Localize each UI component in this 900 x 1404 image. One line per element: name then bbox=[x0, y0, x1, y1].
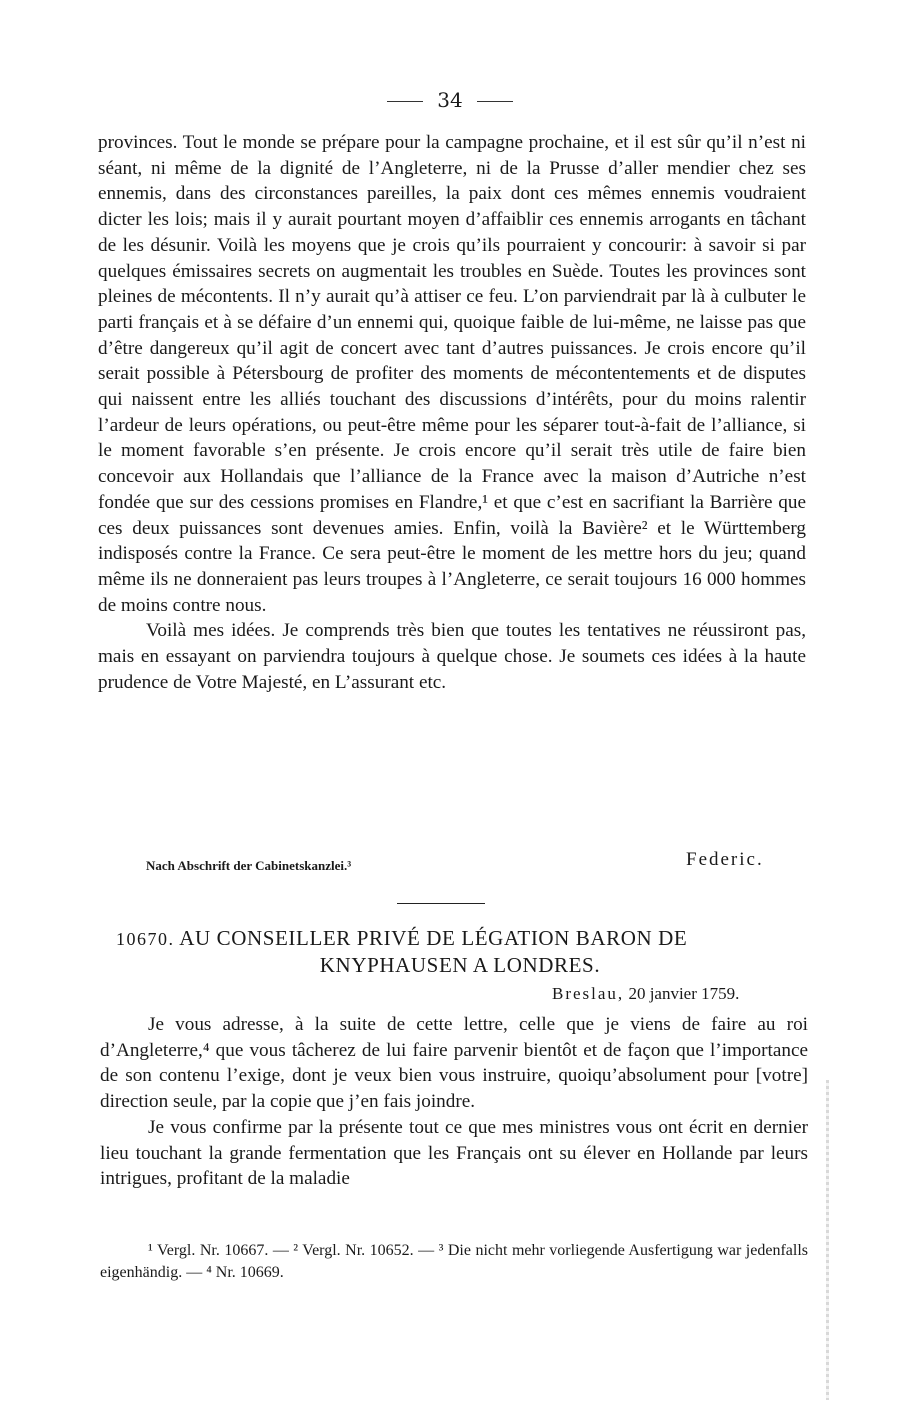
document-heading-line1: AU CONSEILLER PRIVÉ DE LÉGATION BARON DE bbox=[179, 926, 688, 950]
document-body bbox=[100, 1012, 808, 1192]
page-number bbox=[0, 88, 900, 112]
letter-continuation bbox=[98, 130, 806, 695]
section-separator bbox=[397, 903, 485, 904]
dateline-place: Breslau, bbox=[552, 984, 625, 1003]
dateline-date: 20 janvier 1759. bbox=[628, 984, 740, 1003]
document-paragraph-1: Je vous adresse, à la suite de cette lettre, celle que je viens de faire au roi d’Angleterre,⁴ que vous tâcherez de lui faire parvenir bientôt et de façon que l’importance de son contenu l’exige, dont je veux bien vous instruire, quoiqu’absolument pour [votre] direction seule, par la copie que j’en fais joindre. bbox=[100, 1014, 808, 1113]
document-heading bbox=[116, 925, 804, 978]
dateline bbox=[552, 984, 739, 1004]
document-heading-line2: KNYPHAUSEN A LONDRES. bbox=[319, 953, 601, 977]
letter-paragraph-2: Voilà mes idées. Je comprends très bien que toutes les tentatives ne réussiront pas, mais en essayant on parviendra toujours à quelque chose. Je soumets ces idées à la haute prudence de Votre Majesté, en L’assurant etc. bbox=[98, 620, 806, 693]
page-number-dash-right bbox=[477, 101, 513, 102]
page-number-dash-left bbox=[387, 101, 423, 102]
page-number-text: 34 bbox=[437, 88, 463, 112]
document-number: 10670. bbox=[116, 929, 175, 949]
letter-paragraph-1: provinces. Tout le monde se prépare pour la campagne prochaine, et il est sûr qu’il n’est ni séant, ni même de la dignité de l’Angleterre, ni de la Prusse d’aller mendier chez ses ennemis, dans des circonstances pareilles, la paix dont ces mêmes ennemis voudraient dicter les lois; mais il y aurait pourtant moyen d’affaiblir ces ennemis arrogants en tâchant de les désunir. Voilà les moyens que je crois qu’ils pourraient y concourir: à savoir si par quelques émissaires secrets on augmentait les troubles en Suède. Toutes les provinces sont pleines de mécontents. Il n’y aurait qu’à attiser ce feu. L’on parviendrait par là à culbuter le parti français et à se défaire d’un ennemi qui, quoique faible de lui-même, ne laisse pas que d’être dangereux qu’il agit de concert avec tant d’autres puissances. Je crois encore qu’il serait possible à Pétersbourg de profiter des moments de mécontentements et de disputes qui naissent entre les alliés touchant des discussions d’intérêts, pour du moins ralentir l’ardeur de leurs opérations, ou peut-être même pour les séparer tout-à-fait de l’alliance, si le moment favorable s’en présente. Je crois encore qu’il serait très utile de faire bien concevoir aux Hollandais que l’alliance de la France avec la maison d’Autriche n’est fondée que sur des cessions promises en Flandre,¹ et que c’est en sacrifiant la Barrière que ces deux puissances sont devenues amies. Enfin, voilà la Bavière² et le Württemberg indisposés contre la France. Ce sera peut-être le moment de les mettre hors du jeu; quand même ils ne donneraient pas leurs troupes à l’Angleterre, ce serait toujours 16 000 hommes de moins contre nous. bbox=[98, 132, 806, 616]
footnotes: ¹ Vergl. Nr. 10667. — ² Vergl. Nr. 10652. — ³ Die nicht mehr vorliegende Ausfertigung war jedenfalls eigenhändig. — ⁴ Nr. 10669. bbox=[100, 1242, 808, 1281]
source-note: Nach Abschrift der Cabinetskanzlei.³ bbox=[146, 858, 352, 873]
signature: Federic. bbox=[686, 849, 764, 870]
scan-edge-mark bbox=[826, 1080, 829, 1400]
document-paragraph-2: Je vous confirme par la présente tout ce que mes ministres vous ont écrit en dernier lieu touchant la grande fermentation que les Français ont su élever en Hollande par leurs intrigues, profitant de la maladie bbox=[100, 1116, 808, 1190]
